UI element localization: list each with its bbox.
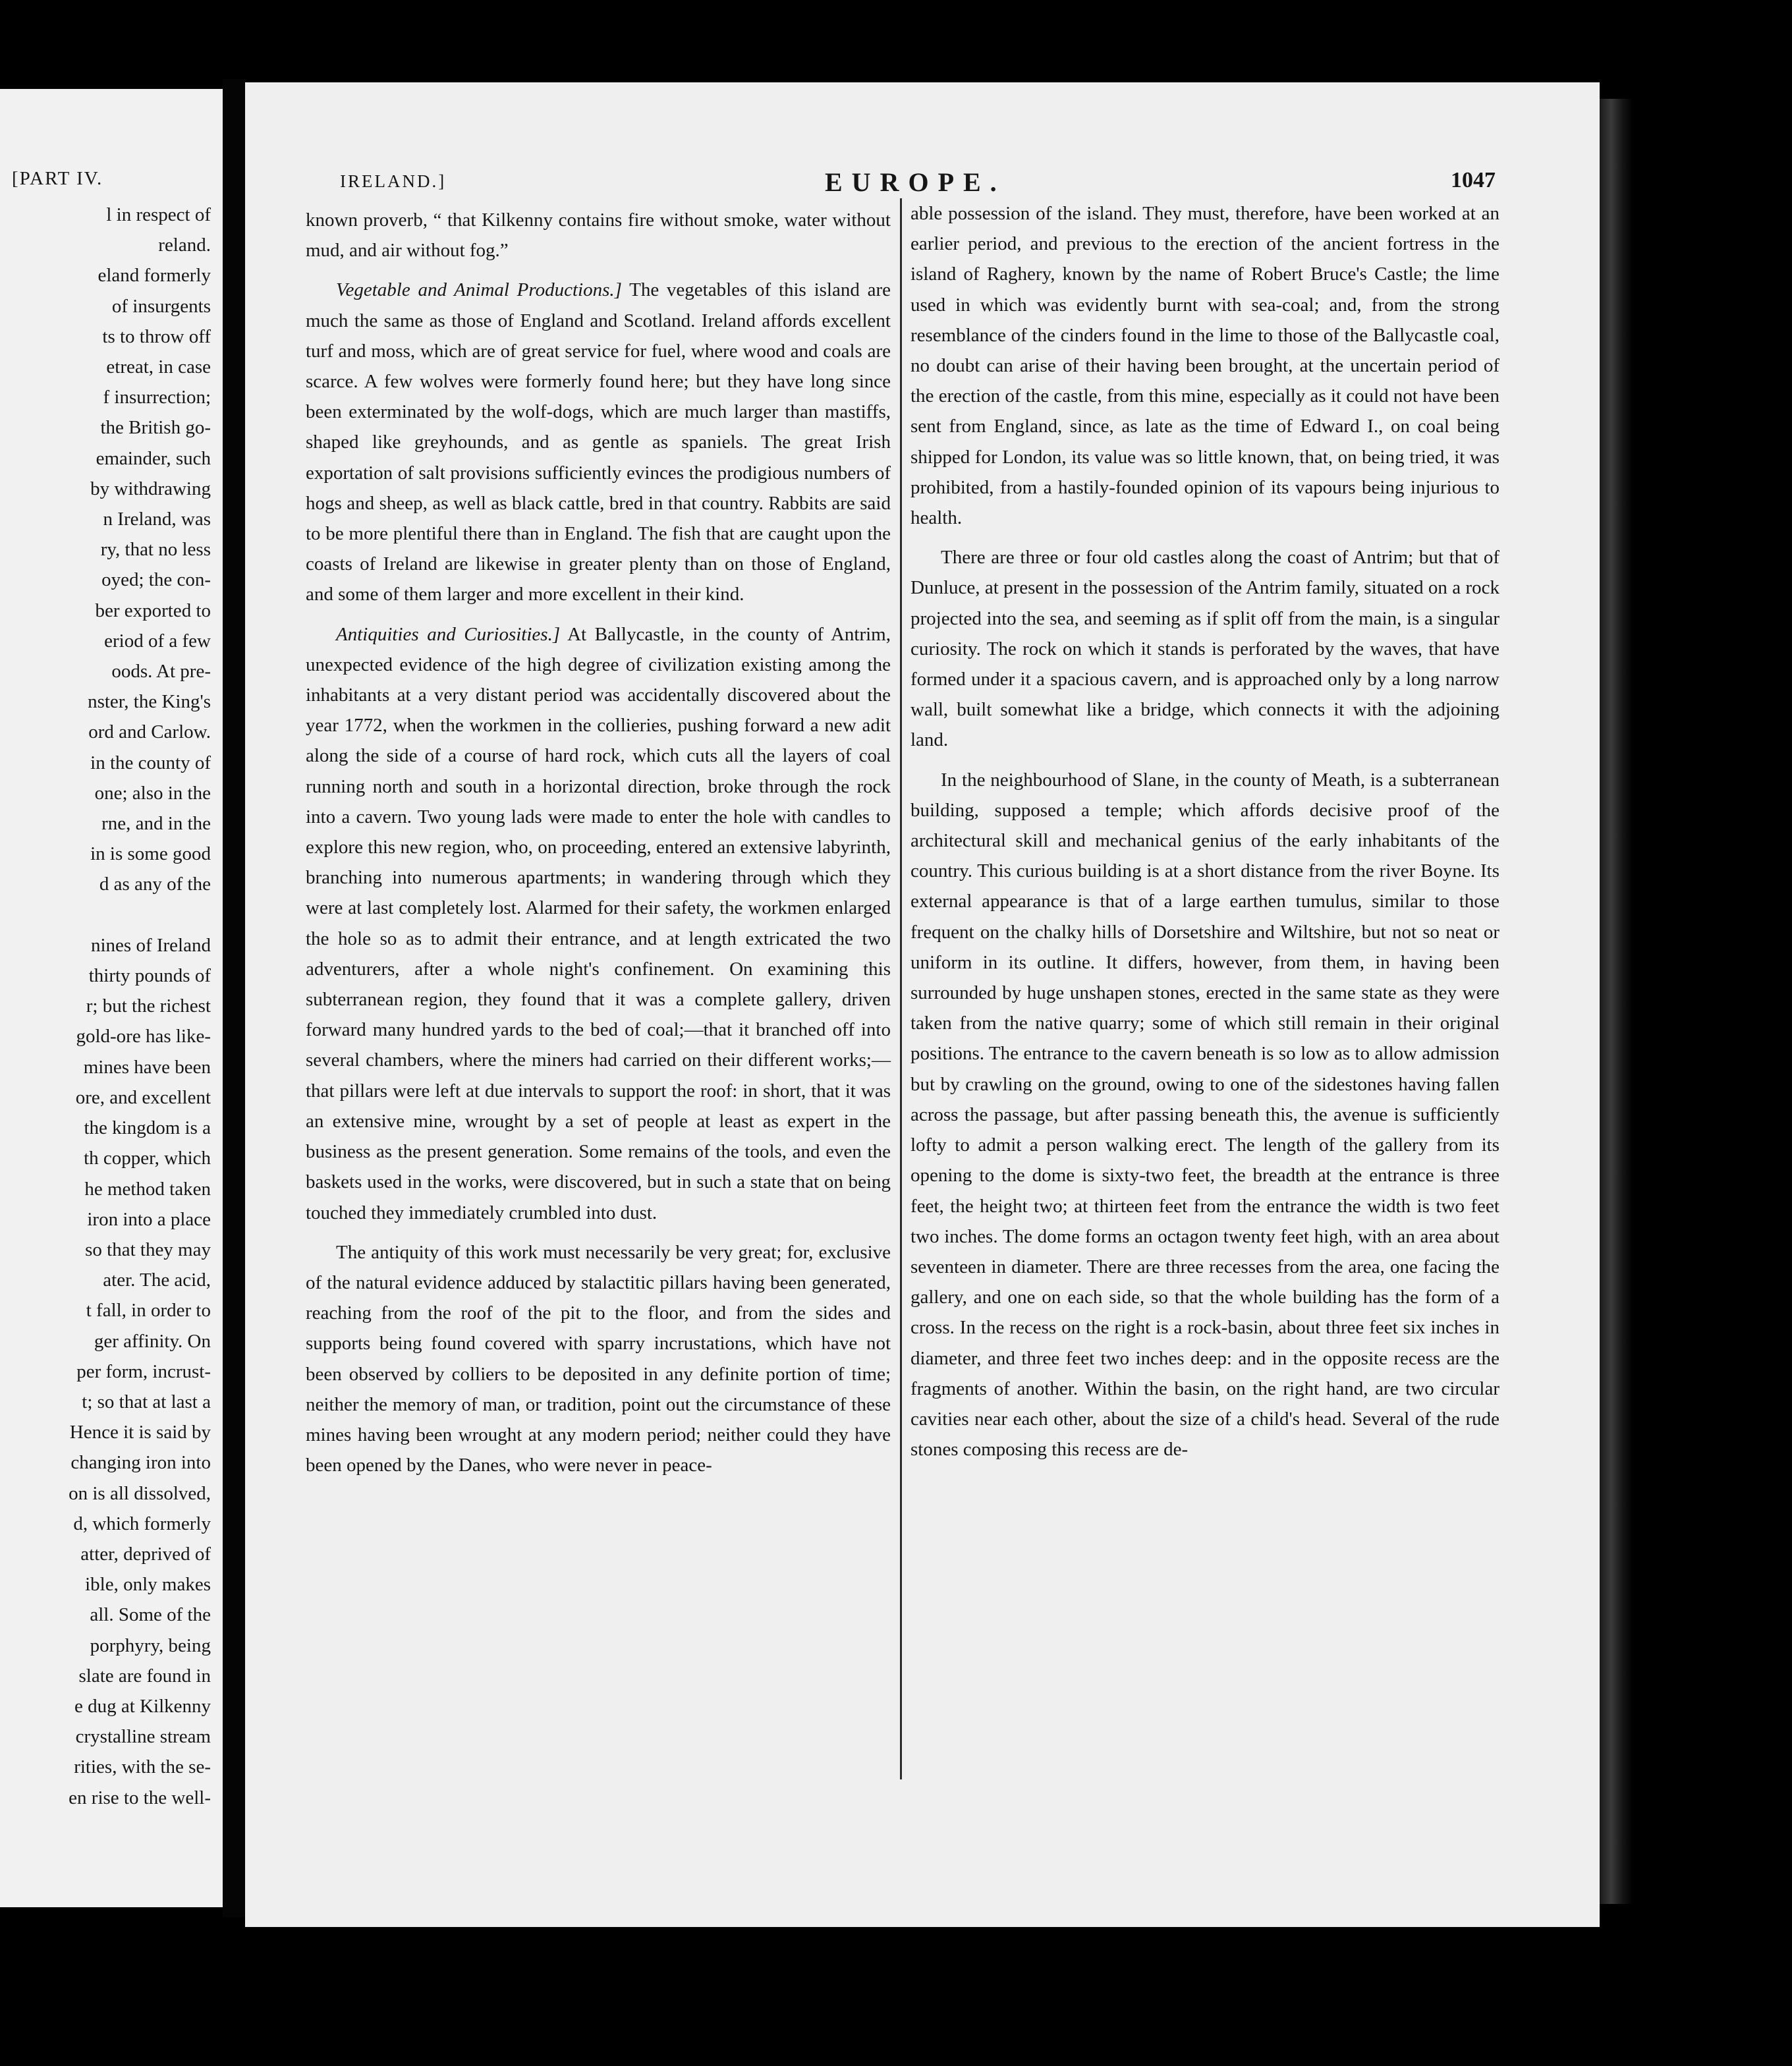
paragraph [306,619,891,1228]
section-heading: Vegetable and Animal Productions.] [336,279,622,301]
paragraph-text: The antiquity of this work must necessarily be very great; for, exclusive of the natural evidence adduced by stalactitic pillars having been generated, reaching from the roof of the pit to the floor, and from the sides and supports being found covered with sparry incrustations, which have not been observed by colliers to be deposited in any definite portion of time; neither the memory of man, or tradition, point out the circumstance of these mines having been wrought at any modern period; neither could they have been opened by the Danes, who were never in peace- [306,1241,891,1476]
text-column-left [306,205,891,1480]
left-text-line: ible, only makes [85,1574,211,1596]
paragraph [306,1237,891,1481]
left-text-line: ater. The acid, [103,1270,211,1291]
left-text-line: thirty pounds of [88,965,211,987]
text-column-right [910,198,1499,1465]
left-text-line: on is all dissolved, [69,1482,211,1504]
left-text-line: ber exported to [95,600,211,621]
paragraph [910,198,1499,533]
left-text-line: etreat, in case [106,356,211,378]
left-text-line: one; also in the [94,782,211,804]
left-text-line: t fall, in order to [86,1300,211,1322]
paragraph [306,205,891,265]
left-text-line: th copper, which [84,1148,211,1169]
left-text-line: in the county of [90,752,211,773]
left-text-line: mines have been [83,1056,211,1078]
left-text-line: n Ireland, was [103,509,211,530]
paragraph [306,275,891,609]
left-text-line: rne, and in the [101,813,211,835]
left-text-line: d as any of the [99,874,211,895]
left-text-line: f insurrection; [103,387,211,408]
paragraph-text: The vegetables of this island are much the same as those of England and Scotland. Ireland affords excellent turf and moss, which are of great service for fuel, where wood and coals are scarce. A few wolves were formerly found here; but they have long since been exterminated by the wolf-dogs, which are much larger than mastiffs, shaped like greyhounds, and as gentle as spaniels. The great Irish exportation of salt provisions sufficiently evinces the prodigious numbers of hogs and sheep, as well as black cattle, bred in that country. Rabbits are said to be more plentiful there than in England. The fish that are caught upon the coasts of Ireland are likewise in greater plenty than on those of England, and some of them larger and more excellent in their kind. [306,279,891,605]
left-text-line: slate are found in [78,1665,211,1687]
left-page [0,89,223,1907]
left-text-line: ger affinity. On [94,1330,211,1352]
paragraph-text: able possession of the island. They must, therefore, have been worked at an earlier period, and previous to the erection of the ancient fortress in the island of Raghery, known by the name of Robert Bruce's Castle; the lime used in which was evidently burnt with sea-coal; and, from the strong resemblance of the cinders found in the lime to those of the Ballycastle coal, no doubt can arise of their having been brought, at the uncertain period of the erection of the castle, from this mine, especially as it could not have been sent from England, since, as late as the time of Edward I., on coal being shipped for London, its value was so little known, that, on being tried, it was prohibited, from a hastily-founded opinion of its vapours being injurious to health. [910,203,1499,529]
left-text-line: so that they may [85,1239,211,1260]
left-text-line: iron into a place [87,1208,211,1230]
left-text-line: oods. At pre- [111,661,211,683]
left-text-line: all. Some of the [90,1604,211,1626]
left-text-line: the kingdom is a [84,1117,211,1139]
paragraph-text: At Ballycastle, in the county of Antrim, unexpected evidence of the high degree of civilization existing among the inhabitants at a very distant period was accidentally discovered about the year 1772, when the workmen in the collieries, pushing forward a new adit along the side of a course of hard rock, which cuts all the layers of coal running north and south in a horizontal direction, broke through the rock into a cavern. Two young lads were made to enter the hole with candles to explore this new region, who, on proceeding, entered an extensive labyrinth, branching into numerous apartments; in wandering through which they were at last completely lost. Alarmed for their safety, the workmen enlarged the hole so as to admit their entrance, and at length extricated the two adventurers, after a whole night's confinement. On examining this subterranean region, they found that it was a complete gallery, driven forward many hundred yards to the bed of coal;—that it branched off into several chambers, where the miners had carried on their different works;—that pillars were left at due intervals to support the roof: in short, that it was an extensive mine, wrought by a set of people at least as expert in the business as the present generation. Some remains of the tools, and even the baskets used in the works, were discovered, but in such a state that on being touched they immediately crumbled into dust. [306,623,891,1223]
left-text-line: nines of Ireland [91,934,211,956]
paragraph [910,765,1499,1465]
column-rule [900,198,902,1779]
book-gutter [223,79,245,1917]
left-text-line: atter, deprived of [80,1543,211,1565]
page-block-edge [1600,99,1633,1904]
right-page [245,82,1600,1927]
left-text-line: by withdrawing [90,478,211,499]
left-text-line: changing iron into [70,1452,211,1474]
running-head-left: IRELAND.] [340,171,447,191]
paragraph [910,542,1499,755]
left-text-line: ore, and excellent [75,1086,211,1108]
left-running-head: [PART IV. [12,168,103,189]
left-text-line: of insurgents [111,295,211,317]
running-head-title: EUROPE. [825,167,1006,197]
paragraph-text: known proverb, “ that Kilkenny contains fire without smoke, water without mud, and air without fog.” [306,209,891,262]
left-text-line: oyed; the con- [101,569,211,591]
left-text-line: e dug at Kilkenny [74,1695,211,1717]
left-text-line: eland formerly [98,265,211,287]
left-text-line: per form, incrust- [76,1360,211,1382]
left-text-line: Hence it is said by [69,1422,211,1443]
left-text-line: en rise to the well- [69,1787,211,1808]
left-text-line: nster, the King's [88,691,211,713]
left-text-line: rities, with the se- [74,1756,211,1778]
left-text-line: r; but the richest [86,995,211,1017]
left-text-line: d, which formerly [73,1513,211,1534]
left-text-line: porphyry, being [90,1634,211,1656]
left-text-line: in is some good [90,843,211,865]
left-text-line [0,900,211,930]
page-number: 1047 [1451,168,1496,192]
left-text-line: l in respect of [106,204,211,225]
left-text-line: reland. [158,235,211,256]
left-text-line: t; so that at last a [82,1391,211,1412]
left-text-line: he method taken [84,1178,211,1200]
paragraph-text: There are three or four old castles along the coast of Antrim; but that of Dunluce, at present in the possession of the Antrim family, situated on a rock projected into the sea, and seeming as if split off from the main, is a singular curiosity. The rock on which it stands is perforated by the waves, that have formed under it a spacious cavern, and is approached only by a long narrow wall, built somewhat like a bridge, which connects it with the adjoining land. [910,547,1499,751]
left-text-line: ord and Carlow. [88,721,211,743]
paragraph-text: In the neighbourhood of Slane, in the county of Meath, is a subterranean building, supposed a temple; which affords decisive proof of the architectural skill and mechanical genius of the early inhabitants of the country. This curious building is at a short distance from the river Boyne. Its external appearance is that of a large earthen tumulus, similar to those frequent on the chalky hills of Dorsetshire and Wiltshire, but not so neat or uniform in its outline. It differs, however, from them, in having been surrounded by huge unshapen stones, erected in the same state as they were taken from the native quarry; some of which still remain in their original positions. The entrance to the cavern beneath is so low as to allow admission but by crawling on the ground, owing to one of the sidestones having fallen across the passage, but after passing beneath this, the avenue is sufficiently lofty to admit a person walking erect. The length of the gallery from its opening to the dome is sixty-two feet, the breadth at the entrance is three feet, the height two; at thirteen feet from the entrance the width is two feet two inches. The dome forms an octagon twenty feet high, with an area about seventeen in diameter. There are three recesses from the area, one facing the gallery, and one on each side, so that the whole building has the form of a cross. In the recess on the right is a rock-basin, about three feet six inches in diameter, and three feet two inches deep: and in the opposite recess are the fragments of another. Within the basin, on the right hand, are two circular cavities near each other, about the size of a child's head. Several of the rude stones composing this recess are de- [910,769,1499,1461]
left-page-text [0,200,211,1813]
section-heading: Antiquities and Curiosities.] [336,623,561,645]
left-text-line: emainder, such [96,447,211,469]
left-text-line: ts to throw off [102,325,211,347]
left-text-line: eriod of a few [104,630,211,652]
left-text-line: the British go- [100,417,211,439]
left-text-line: ry, that no less [100,539,211,561]
left-text-line: gold-ore has like- [76,1026,211,1047]
left-text-line: crystalline stream [75,1726,211,1748]
